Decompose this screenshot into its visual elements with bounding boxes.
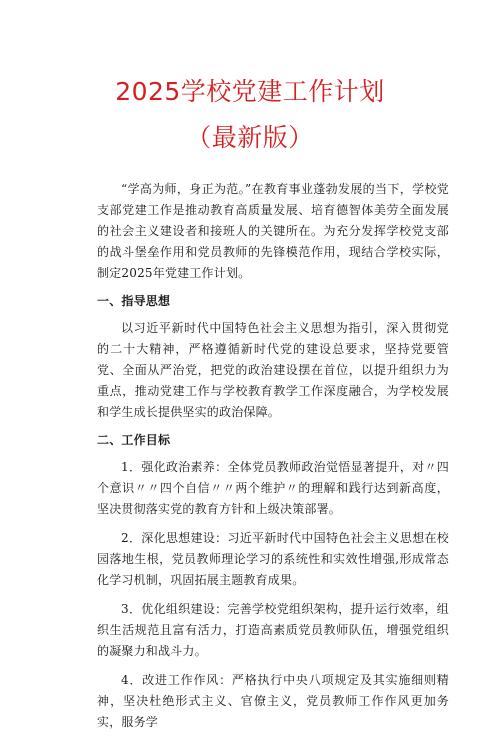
goal-item: 2．深化思想建设：习近平新时代中国特色社会主义思想在校园落地生根，党员教师理论学习的系统性和实效性增强,形成常态化学习机制，巩固拓展主题教育成果。	[97, 531, 449, 587]
goal-item: 4．改进工作作风：严格执行中央八项规定及其实施细则精神，坚决杜绝形式主义、官僚主义，党员教师工作作风更加务实，服务学	[97, 673, 449, 729]
section-heading-work-goals: 二、工作目标	[97, 433, 171, 447]
section-heading-guiding-thought: 一、指导思想	[97, 294, 171, 308]
guiding-thought-paragraph: 以习近平新时代中国特色社会主义思想为指引，深入贯彻党的二十大精神，严格遵循新时代党的建设总要求，坚持党要管党、全面从严治党，把党的政治建设摆在首位，以提升组织力为重点，推动党建工作与学校教育教学工作深度融合，为学校发展和学生成长提供坚实的政治保障。	[97, 321, 449, 419]
document-title: 2025学校党建工作计划	[115, 77, 385, 106]
goal-item: 1．强化政治素养：全体党员教师政治觉悟显著提升，对〃四个意识〃〃四个自信〃〃两个维护〃的理解和践行达到新高度，坚决贯彻落实党的教育方针和上级决策部署。	[97, 460, 449, 516]
goal-item: 3．优化组织建设：完善学校党组织架构，提升运行效率，组织生活规范且富有活力，打造高素质党员教师队伍，增强党组织的凝聚力和战斗力。	[97, 602, 449, 658]
document-body	[97, 179, 449, 741]
intro-paragraph: “学高为师，身正为范。”在教育事业蓬勃发展的当下，学校党支部党建工作是推动教育高质量发展、培育德智体美劳全面发展的社会主义建设者和接班人的关键所在。为充分发挥学校党支部的战斗堡垒作用和党员教师的先锋模范作用，现结合学校实际，制定2025年党建工作计划。	[97, 182, 449, 280]
document-subtitle: （最新版）	[186, 123, 314, 152]
